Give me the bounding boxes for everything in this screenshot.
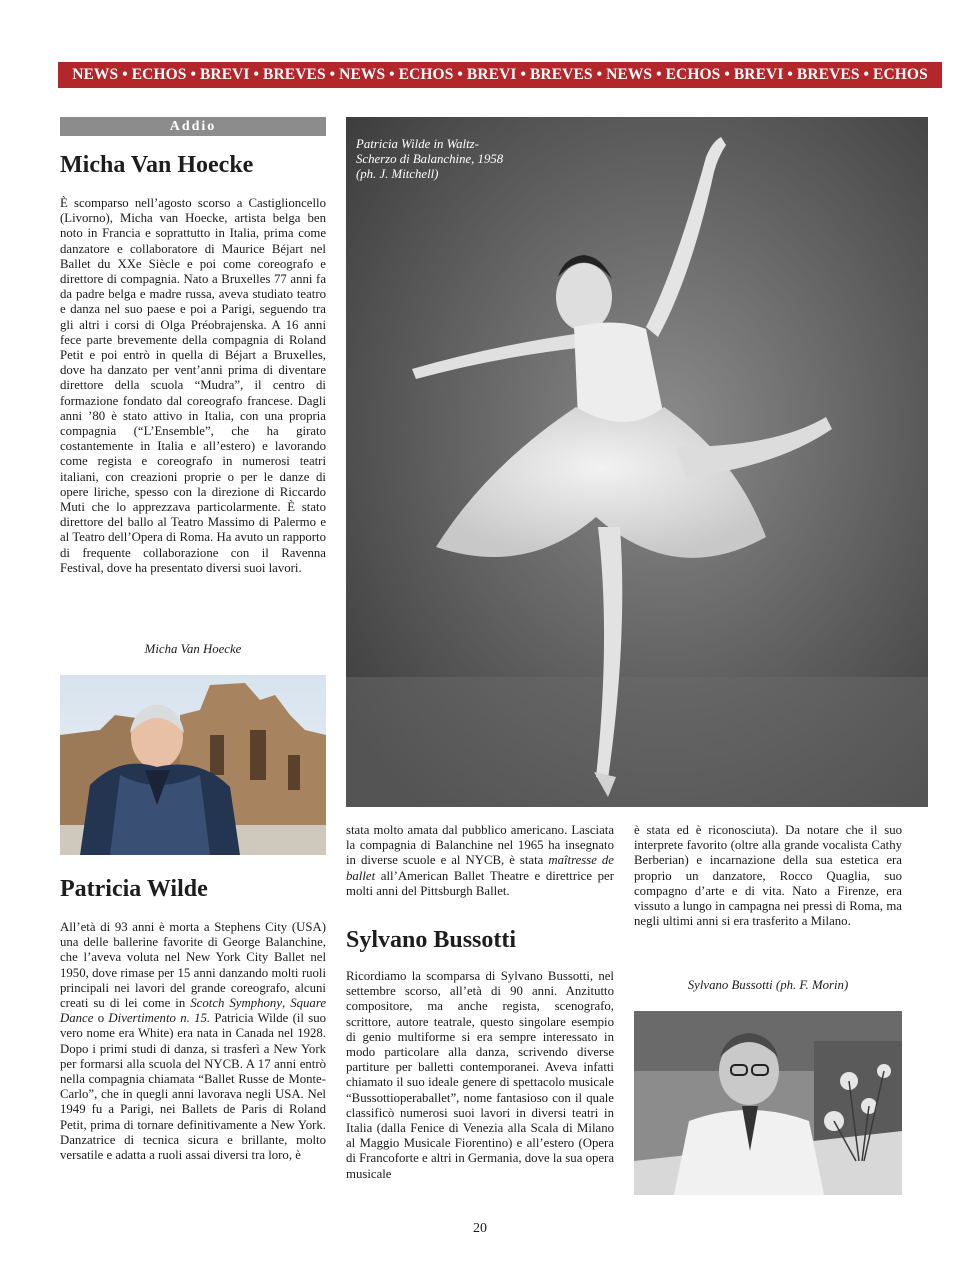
photo-caption-patricia-wilde: Patricia Wilde in Waltz-Scherzo di Balanchine, 1958 (ph. J. Mitchell) (356, 137, 504, 181)
article-body-patricia-wilde (60, 920, 326, 1163)
article-title-bussotti: Sylvano Bussotti (346, 927, 517, 953)
article-body-van-hoecke: È scomparso nell’agosto scorso a Castiglioncello (Livorno), Micha van Hoecke, artista belga ben noto in Francia e soprattutto in Italia, prima come danzatore e collaboratore di Maurice Béjart nel Ballet du XXe Siècle e poi come coreografo e direttore di compagnia. Nato a Bruxelles 77 anni fa da padre belga e madre russa, aveva studiato teatro e danza nel suo paese e poi a Parigi, seguendo tra gli altri i corsi di Olga Préobrajenska. A 16 anni fece parte brevemente della compagnia di Roland Petit e poi entrò in quella di Béjart a Bruxelles, dove ha danzato per vent’anni prima di diventare direttore della scuola “Mudra”, il centro di formazione fondato dal coreografo francese. Dagli anni ’80 è stato attivo in Italia, con una propria compagnia (“L’Ensemble”, che ha girato costantemente in Italia e all’estero) e lavorando come regista e coreografo in numerosi teatri italiani, con creazioni proprie o per le danze di opere liriche, spesso con la direzione di Riccardo Muti che lo apprezzava particolarmente. È stato direttore del ballo al Teatro Massimo di Palermo e al Teatro dell’Opera di Roma. Ha avuto un rapporto di frequente collaborazione con il Ravenna Festival, dove ha presentato diversi suoi lavori. (60, 196, 326, 575)
article-body-wilde-part2: Patricia Wilde (il suo vero nome era White) era nata in Canada nel 1928. Dopo i primi studi di danza, si trasferì a New York per formarsi alla scuola del NYCB. A 17 anni entrò nella compagnia chiamata “Ballet Russe de Monte-Carlo”, che in quegli anni lavorava negli USA. Nel 1949 fu a Parigi, nei Ballets de Paris di Roland Petit, prima di tornare definitivamente a New York. Danzatrice di tecnica sicura e brillante, molto versatile e adatta a ruoli assai diversi tra loro, è (60, 1011, 327, 1163)
photo-patricia-wilde (346, 117, 928, 807)
work-title-divertimento: Divertimento n. 15. (108, 1011, 211, 1026)
article-body-bussotti: Ricordiamo la scomparsa di Sylvano Bussotti, nel settembre scorso, all’età di 90 anni. Anzitutto compositore, ma anche regista, scenografo, scrittore, autore teatrale, questo singolare esempio di genio multiforme si era sempre interessato in modo particolare alla danza, scrivendo diverse partiture per balletti contemporanei. Aveva infatti chiamato il suo ideale genere di spettacolo musicale “Bussottioperaballet”, nome fantasioso con il quale classificò numerosi suoi lavori in diversi teatri in Italia (dalla Fenice di Venezia alla Scala di Milano al Maggio Musicale Fiorentino) e all’estero (Opera di Francoforte e altri in Germania, dove la sua opera musicale (346, 969, 614, 1181)
photo-van-hoecke (60, 675, 326, 855)
work-title-scotch-symphony: Scotch Symphony (190, 996, 282, 1011)
photo-bussotti (634, 1011, 902, 1195)
article-body-patricia-wilde-continued (346, 823, 614, 899)
separator: , (282, 996, 291, 1011)
article-body-wilde-cont2: all’American Ballet Theatre e direttrice per molti anni del Pittsburgh Ballet. (346, 868, 614, 898)
photo-caption-van-hoecke: Micha Van Hoecke (144, 642, 242, 656)
article-body-wilde-part1: All’età di 93 anni è morta a Stephens City (USA) una delle ballerine favorite di George Balanchine, che l’aveva voluta nel New York City Ballet nel 1950, dove rimase per 15 anni danzando molti ruoli principali nei lavori del grande coreografo, alcuni creati su di lei come in (60, 920, 326, 1011)
article-body-wilde-cont1: stata molto amata dal pubblico americano. Lasciata la compagnia di Balanchine nel 1965 ha insegnato in diverse scuole e al NYCB, è stata (346, 823, 614, 868)
article-title-van-hoecke: Micha Van Hoecke (60, 152, 254, 178)
work-title-square-dance: Square Dance (60, 996, 326, 1026)
term-maitresse-de-ballet: maîtresse de ballet (346, 853, 614, 883)
separator: o (93, 1011, 109, 1026)
page-number: 20 (473, 1221, 487, 1236)
article-title-patricia-wilde: Patricia Wilde (60, 876, 208, 902)
section-tag-addio: Addio (60, 117, 326, 136)
photo-caption-bussotti: Sylvano Bussotti (ph. F. Morin) (687, 978, 849, 992)
article-body-bussotti-continued: è stata ed è riconosciuta). Da notare che il suo interprete favorito (oltre alla grande vocalista Cathy Berberian) e incarnazione della sua estetica era proprio un danzatore, Rocco Quaglia, suo compagno d’arte e di vita. Nato a Firenze, era vissuto a lungo in campagna nei pressi di Roma, ma negli ultimi anni si era trasferito a Milano. (634, 823, 902, 929)
news-banner: NEWS • ECHOS • BREVI • BREVES • NEWS • ECHOS • BREVI • BREVES • NEWS • ECHOS • BREVI • BREVES • ECHOS (58, 62, 942, 88)
